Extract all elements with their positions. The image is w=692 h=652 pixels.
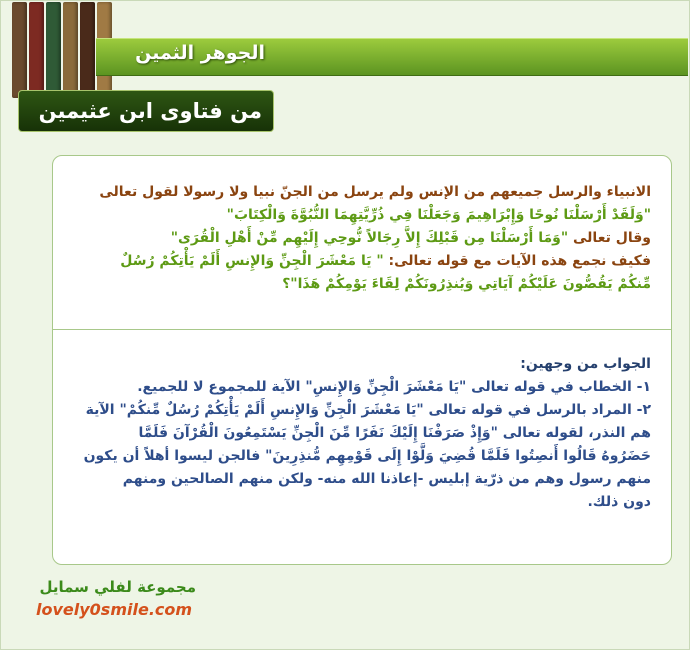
brand-arabic[interactable]: مجموعة لفلي سمايل	[39, 578, 196, 596]
question-block	[71, 181, 651, 296]
answer-line-1: ١- الخطاب في قوله تعالى "يَا مَعْشَرَ الْجِنِّ وَالإِنسِ" الآية للمجموع لا للجميع.	[137, 379, 651, 395]
page-title: الجوهر الثمين	[135, 42, 265, 64]
book-spine-4	[63, 2, 78, 98]
book-spine-5	[80, 2, 95, 98]
brand-link[interactable]: lovely0smile.com	[36, 600, 193, 619]
question-line-3-prefix: وقال تعالى	[573, 230, 651, 246]
question-line-4	[71, 250, 651, 273]
question-verse-1: "وَلَقَدْ أَرْسَلْنَا نُوحًا وَإِبْرَاهِيمَ وَجَعَلْنَا فِي ذُرِّيَّتِهِمَا النُّبُوَّةَ وَالْكِتَابَ"	[226, 207, 651, 223]
answer-heading: الجواب من وجهين:	[520, 356, 651, 372]
answer-line-5: منهم رسول وهم من ذرّية إبليس -إعاذنا الله منه- ولكن منهم الصالحين ومنهم	[122, 471, 651, 487]
book-spine-2	[29, 2, 44, 98]
answer-line-4: حَضَرُوهُ قَالُوا أَنصِتُوا فَلَمَّا قُضِيَ وَلَّوْا إِلَى قَوْمِهِم مُّنذِرِينَ" فالجن ليسوا أهلاً أن يكون	[83, 448, 651, 464]
question-verse-2: "وَمَا أَرْسَلْنَا مِن قَبْلِكَ إِلاَّ رِجَالاً نُّوحِي إِلَيْهِم مِّنْ أَهْلِ الْقُرَى"	[170, 230, 569, 246]
answer-line-3: هم النذر، لقوله تعالى "وَإِذْ صَرَفْنَا إِلَيْكَ نَفَرًا مِّنَ الْجِنِّ يَسْتَمِعُونَ الْقُرْآنَ فَلَمَّا	[138, 425, 651, 441]
question-line-3	[71, 227, 651, 250]
question-verse-3: " يَا مَعْشَرَ الْجِنِّ وَالإِنسِ أَلَمْ يَأْتِكُمْ رُسُلٌ	[120, 253, 384, 269]
card-divider	[53, 329, 671, 330]
question-verse-4: مِّنكُمْ يَقُصُّونَ عَلَيْكُمْ آيَاتِي وَيُنذِرُونَكُمْ لِقَاءَ يَوْمِكُمْ هَذَا"؟	[282, 276, 651, 292]
page-subtitle: من فتاوى ابن عثيمين	[38, 99, 262, 123]
book-spine-3	[46, 2, 61, 98]
answer-block	[71, 353, 651, 514]
answer-line-2: ٢- المراد بالرسل في قوله تعالى "يَا مَعْشَرَ الْجِنِّ وَالإِنسِ أَلَمْ يَأْتِكُمْ رُسُلٌ مِّنكُمْ" الآية	[85, 402, 651, 418]
question-line-4-prefix: فكيف نجمع هذه الآيات مع قوله تعالى:	[388, 253, 651, 269]
answer-line-6: دون ذلك.	[587, 494, 651, 510]
book-spine-1	[12, 2, 27, 98]
fatwa-card	[52, 155, 672, 565]
question-line-1: الانبياء والرسل جميعهم من الإنس ولم يرسل من الجنّ نبيا ولا رسولا لقول تعالى	[99, 184, 651, 200]
